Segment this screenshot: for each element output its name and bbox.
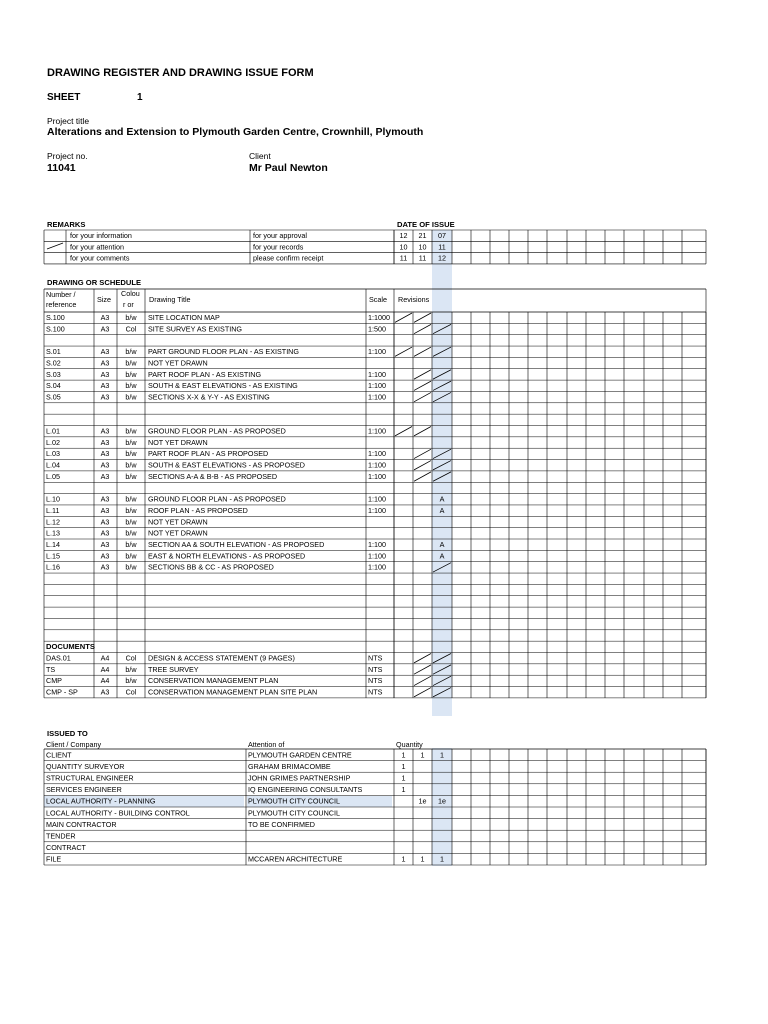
drawing-number: L.04 xyxy=(46,460,60,470)
drawing-size: A3 xyxy=(100,392,110,402)
drawing-colour: b/w xyxy=(125,449,137,459)
remark-item: please confirm receipt xyxy=(253,253,324,263)
issued-attention: PLYMOUTH CITY COUNCIL xyxy=(248,808,340,818)
revision-mark xyxy=(395,347,412,356)
remark-item: for your information xyxy=(70,231,132,240)
drawing-title: NOT YET DRAWN xyxy=(148,517,208,527)
drawing-size: A3 xyxy=(100,540,110,549)
remark-item: for your approval xyxy=(253,231,307,240)
issued-company: QUANTITY SURVEYOR xyxy=(46,761,125,771)
issued-attention: IQ ENGINEERING CONSULTANTS xyxy=(248,785,363,795)
drawing-colour: b/w xyxy=(125,426,137,436)
drawing-colour: b/w xyxy=(125,358,137,368)
remark-item: for your attention xyxy=(70,242,124,252)
issued-quantity: 1 xyxy=(401,785,406,795)
issued-to-heading: ISSUED TO xyxy=(47,729,88,738)
drawing-number: L.02 xyxy=(46,437,60,447)
revision-mark xyxy=(414,313,431,322)
drawing-colour: b/w xyxy=(125,540,137,549)
drawing-number: L.11 xyxy=(46,505,60,515)
drawing-size: A3 xyxy=(100,426,110,436)
revision-letter: A xyxy=(439,540,445,549)
issued-company: SERVICES ENGINEER xyxy=(46,785,122,795)
drawing-size: A3 xyxy=(100,505,110,515)
column-header-scale: Scale xyxy=(369,295,387,304)
project-no-label: Project no. xyxy=(47,151,88,161)
revision-mark xyxy=(414,688,431,697)
drawing-number: S.100 xyxy=(46,313,65,322)
revision-mark xyxy=(414,392,431,401)
drawing-title: SOUTH & EAST ELEVATIONS - AS PROPOSED xyxy=(148,460,305,470)
issued-quantity: 1 xyxy=(420,854,425,864)
drawing-title: PART ROOF PLAN - AS PROPOSED xyxy=(148,449,269,459)
revision-mark xyxy=(414,347,431,356)
drawing-number: L.15 xyxy=(46,551,60,561)
issue-date-value: 07 xyxy=(438,231,446,240)
drawing-title: DESIGN & ACCESS STATEMENT (9 PAGES) xyxy=(148,653,295,663)
drawing-colour: Col xyxy=(125,687,137,697)
column-header-title: Drawing Title xyxy=(149,295,191,304)
drawing-number: S.100 xyxy=(46,324,65,334)
drawing-scale: 1:1000 xyxy=(368,313,390,322)
drawing-title: GROUND FLOOR PLAN - AS PROPOSED xyxy=(148,494,286,504)
drawing-size: A3 xyxy=(100,313,110,322)
issue-date-value: 11 xyxy=(438,242,446,252)
project-no: 11041 xyxy=(47,162,76,174)
drawing-number: L.14 xyxy=(46,540,60,549)
drawing-scale: 1:100 xyxy=(368,540,386,549)
drawing-title: ROOF PLAN - AS PROPOSED xyxy=(148,505,248,515)
issued-attention: GRAHAM BRIMACOMBE xyxy=(248,761,331,771)
drawing-colour: b/w xyxy=(125,347,137,357)
project-title: Alterations and Extension to Plymouth Garden Centre, Crownhill, Plymouth xyxy=(47,126,424,138)
drawing-title: NOT YET DRAWN xyxy=(148,437,208,447)
column-header-quantity: Quantity xyxy=(396,740,423,749)
drawing-colour: b/w xyxy=(125,381,137,391)
drawing-colour: b/w xyxy=(125,369,137,379)
revision-mark xyxy=(395,427,412,436)
client-name: Mr Paul Newton xyxy=(249,162,328,174)
drawing-scale: 1:100 xyxy=(368,369,386,379)
issued-quantity: 1 xyxy=(401,854,406,864)
issued-company: STRUCTURAL ENGINEER xyxy=(46,773,134,783)
drawing-title: SITE SURVEY AS EXISTING xyxy=(148,324,243,334)
column-header-colour: r or xyxy=(123,300,134,309)
drawing-size: A3 xyxy=(100,528,110,538)
drawing-scale: 1:100 xyxy=(368,392,386,402)
drawing-title: SECTIONS X-X & Y-Y - AS EXISTING xyxy=(148,392,270,402)
drawing-colour: b/w xyxy=(125,676,137,686)
drawing-number: S.02 xyxy=(46,358,61,368)
drawing-size: A3 xyxy=(100,517,110,527)
drawing-title: NOT YET DRAWN xyxy=(148,528,208,538)
issued-quantity: 1 xyxy=(440,750,444,760)
drawing-number: L.13 xyxy=(46,528,60,538)
revision-mark xyxy=(414,324,431,333)
column-header-attention: Attention of xyxy=(248,740,285,749)
project-title-label: Project title xyxy=(47,116,90,126)
issued-company: LOCAL AUTHORITY - BUILDING CONTROL xyxy=(46,808,190,818)
drawing-colour: b/w xyxy=(125,392,137,402)
revision-mark xyxy=(414,427,431,436)
issued-quantity: 1e xyxy=(418,796,427,806)
drawing-title: CONSERVATION MANAGEMENT PLAN SITE PLAN xyxy=(148,687,318,697)
drawing-number: L.05 xyxy=(46,471,60,481)
drawing-title: PART GROUND FLOOR PLAN - AS EXISTING xyxy=(148,347,299,357)
client-label: Client xyxy=(249,151,271,161)
drawing-size: A3 xyxy=(100,449,110,459)
drawing-size: A3 xyxy=(100,460,110,470)
drawing-size: A3 xyxy=(100,494,110,504)
drawing-colour: b/w xyxy=(125,460,137,470)
drawing-scale: 1:100 xyxy=(368,494,386,504)
drawing-title: CONSERVATION MANAGEMENT PLAN xyxy=(148,676,279,686)
drawing-title: EAST & NORTH ELEVATIONS - AS PROPOSED xyxy=(148,551,306,561)
issued-company: LOCAL AUTHORITY - PLANNING xyxy=(46,796,156,806)
column-header-client: Client / Company xyxy=(46,740,102,749)
drawing-colour: b/w xyxy=(125,517,137,527)
issued-company: TENDER xyxy=(46,831,76,841)
drawing-number: CMP xyxy=(46,676,62,686)
drawing-colour: b/w xyxy=(125,528,137,538)
drawing-scale: 1:100 xyxy=(368,426,386,436)
drawing-size: A3 xyxy=(100,437,110,447)
drawing-number: S.03 xyxy=(46,369,61,379)
issue-date-value: 10 xyxy=(418,242,427,252)
drawing-title: SECTIONS BB & CC - AS PROPOSED xyxy=(148,562,274,572)
revision-mark xyxy=(414,381,431,390)
drawing-size: A4 xyxy=(100,653,110,663)
drawing-scale: 1:100 xyxy=(368,551,386,561)
column-header-number: Number / xyxy=(46,290,76,299)
drawing-size: A3 xyxy=(100,471,110,481)
column-header-reference: reference xyxy=(46,300,77,309)
drawing-colour: b/w xyxy=(125,437,137,447)
drawing-number: L.01 xyxy=(46,426,60,436)
revision-mark xyxy=(414,676,431,685)
drawing-number: S.04 xyxy=(46,381,61,391)
drawing-scale: NTS xyxy=(368,664,383,674)
column-header-size: Size xyxy=(97,295,111,304)
drawing-colour: Col xyxy=(125,653,137,663)
drawing-colour: b/w xyxy=(125,551,137,561)
issued-quantity: 1 xyxy=(420,750,425,760)
issued-attention: MCCAREN ARCHITECTURE xyxy=(248,854,343,864)
drawing-number: DAS.01 xyxy=(46,653,71,663)
drawing-size: A3 xyxy=(100,381,110,391)
drawing-size: A3 xyxy=(100,358,110,368)
issued-attention: PLYMOUTH CITY COUNCIL xyxy=(248,796,340,806)
issue-date-value: 12 xyxy=(399,231,408,240)
drawing-number: L.03 xyxy=(46,449,60,459)
column-header-colour: Colou xyxy=(121,289,140,298)
drawing-scale: 1:100 xyxy=(368,562,386,572)
drawing-colour: b/w xyxy=(125,313,137,322)
issued-company: FILE xyxy=(46,854,62,864)
drawing-scale: 1:100 xyxy=(368,381,386,391)
drawing-colour: b/w xyxy=(125,505,137,515)
drawing-colour: Col xyxy=(125,324,137,334)
drawing-scale: 1:100 xyxy=(368,505,386,515)
drawing-number: CMP - SP xyxy=(46,687,78,697)
issue-date-value: 10 xyxy=(399,242,408,252)
revision-letter: A xyxy=(439,551,445,561)
issue-date-value: 21 xyxy=(418,231,427,240)
issued-company: CLIENT xyxy=(46,750,72,760)
revision-mark xyxy=(414,370,431,379)
drawing-size: A3 xyxy=(100,551,110,561)
form-title: DRAWING REGISTER AND DRAWING ISSUE FORM xyxy=(47,67,314,79)
drawing-colour: b/w xyxy=(125,471,137,481)
drawing-size: A3 xyxy=(100,562,110,572)
drawing-title: GROUND FLOOR PLAN - AS PROPOSED xyxy=(148,426,286,436)
drawing-title: SECTIONS A-A & B-B - AS PROPOSED xyxy=(148,471,278,481)
revision-mark xyxy=(414,472,431,481)
issued-quantity: 1 xyxy=(440,854,444,864)
revision-mark xyxy=(414,461,431,470)
revision-mark xyxy=(414,449,431,458)
issued-company: MAIN CONTRACTOR xyxy=(46,819,117,829)
drawing-number: L.10 xyxy=(46,494,60,504)
issued-attention: TO BE CONFIRMED xyxy=(248,819,315,829)
drawing-number: S.05 xyxy=(46,392,61,402)
drawing-number: S.01 xyxy=(46,347,61,357)
drawing-scale: 1:100 xyxy=(368,471,386,481)
drawing-title: NOT YET DRAWN xyxy=(148,358,208,368)
issued-quantity: 1e xyxy=(438,796,446,806)
drawing-size: A3 xyxy=(100,324,110,334)
revision-mark xyxy=(414,654,431,663)
drawing-title: SITE LOCATION MAP xyxy=(148,313,220,322)
drawing-number: L.16 xyxy=(46,562,60,572)
drawing-number: TS xyxy=(46,664,56,674)
drawing-size: A3 xyxy=(100,369,110,379)
drawing-scale: NTS xyxy=(368,676,383,686)
sheet-label: SHEET xyxy=(47,92,81,103)
drawing-colour: b/w xyxy=(125,562,137,572)
issued-quantity: 1 xyxy=(401,761,406,771)
remarks-tick xyxy=(47,243,63,249)
drawing-scale: 1:100 xyxy=(368,460,386,470)
revision-letter: A xyxy=(439,494,445,504)
drawing-scale: 1:500 xyxy=(368,324,386,334)
column-header-revisions: Revisions xyxy=(398,295,430,304)
drawing-size: A4 xyxy=(100,676,110,686)
drawing-size: A4 xyxy=(100,664,110,674)
issue-date-value: 11 xyxy=(418,253,427,263)
drawing-size: A3 xyxy=(100,687,110,697)
drawing-size: A3 xyxy=(100,347,110,357)
sheet-number: 1 xyxy=(137,92,143,103)
drawing-scale: NTS xyxy=(368,653,383,663)
drawing-title: PART ROOF PLAN - AS EXISTING xyxy=(148,369,262,379)
issued-quantity: 1 xyxy=(401,773,406,783)
revision-letter: A xyxy=(439,505,445,515)
date-of-issue-heading: DATE OF ISSUE xyxy=(397,220,455,229)
drawing-scale: 1:100 xyxy=(368,449,386,459)
drawings-heading: DRAWING OR SCHEDULE xyxy=(47,278,142,287)
issue-date-value: 11 xyxy=(399,253,408,263)
remarks-heading: REMARKS xyxy=(47,220,86,229)
drawing-title: SOUTH & EAST ELEVATIONS - AS EXISTING xyxy=(148,381,298,391)
issued-attention: JOHN GRIMES PARTNERSHIP xyxy=(248,773,351,783)
issued-attention: PLYMOUTH GARDEN CENTRE xyxy=(248,750,352,760)
remark-item: for your records xyxy=(253,242,304,252)
drawing-title: SECTION AA & SOUTH ELEVATION - AS PROPOSED xyxy=(148,540,325,549)
drawing-number: L.12 xyxy=(46,517,60,527)
drawing-scale: 1:100 xyxy=(368,347,386,357)
remark-item: for your comments xyxy=(70,253,130,263)
issue-date-value: 12 xyxy=(438,253,446,263)
issued-quantity: 1 xyxy=(401,750,406,760)
documents-heading: DOCUMENTS xyxy=(46,642,95,652)
drawing-colour: b/w xyxy=(125,664,137,674)
drawing-scale: NTS xyxy=(368,687,383,697)
revision-mark xyxy=(414,665,431,674)
drawing-colour: b/w xyxy=(125,494,137,504)
issued-company: CONTRACT xyxy=(46,843,86,853)
revision-mark xyxy=(395,313,412,322)
drawing-title: TREE SURVEY xyxy=(148,664,199,674)
